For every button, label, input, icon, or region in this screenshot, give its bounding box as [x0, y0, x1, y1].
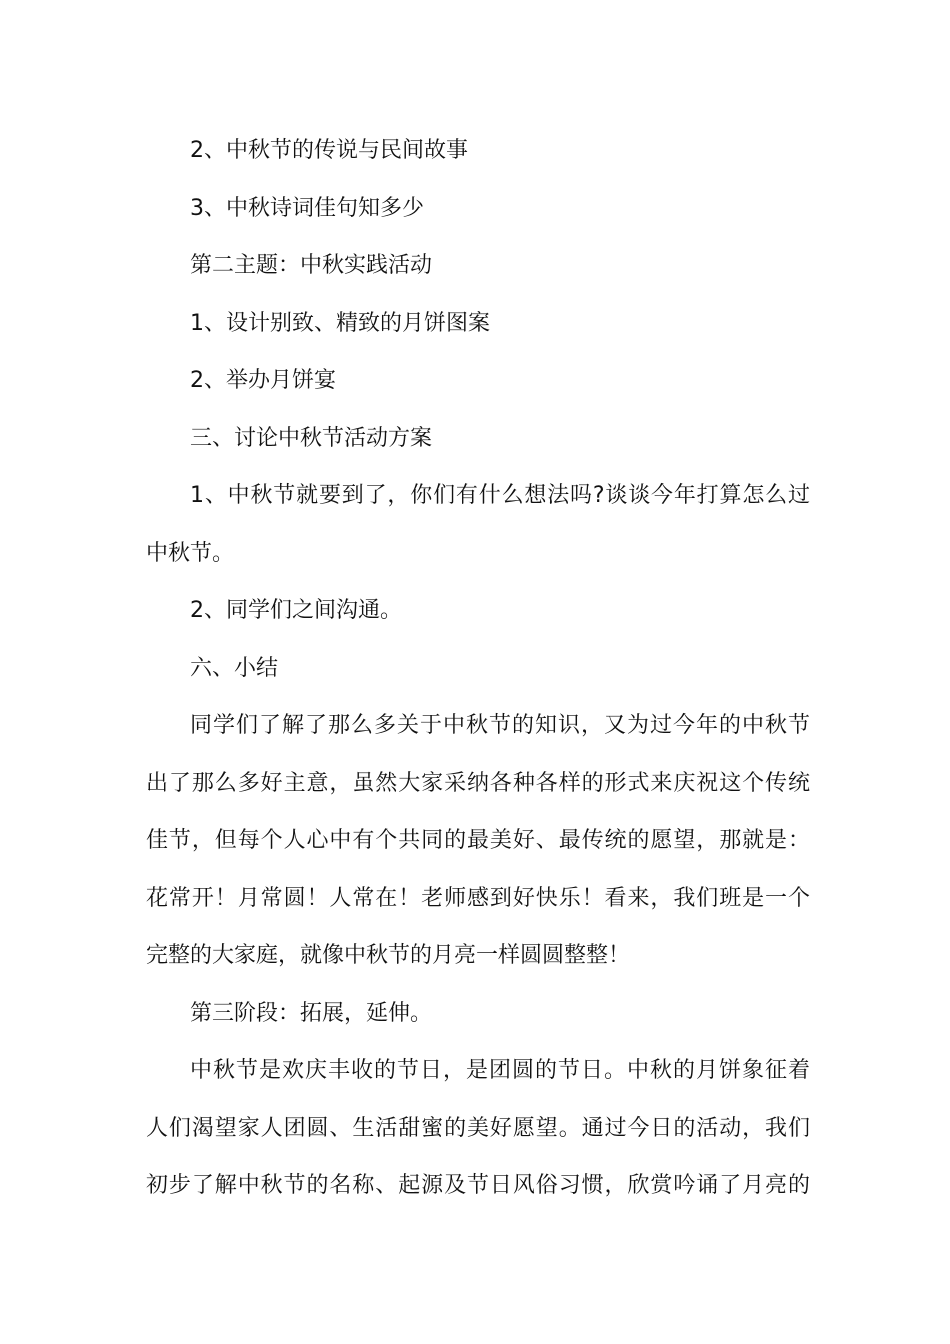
paragraph-line: 2、举办月饼宴: [190, 368, 336, 393]
paragraph-line: 1、设计别致、精致的月饼图案: [190, 310, 490, 336]
paragraph-item-2-mooncake-feast: [146, 352, 810, 410]
section-heading-discuss-plan: [146, 410, 810, 468]
paragraph-line: 出了那么多好主意，虽然大家采纳各种各样的形式来庆祝这个传统: [146, 770, 810, 796]
paragraph-line: 同学们了解了那么多关于中秋节的知识，又为过今年的中秋节: [190, 713, 810, 738]
paragraph-line: 2、同学们之间沟通。: [190, 598, 402, 623]
paragraph-line: 第三阶段：拓展，延伸。: [190, 1000, 433, 1026]
paragraph-line: 人们渴望家人团圆、生活甜蜜的美好愿望。通过今日的活动，我们: [146, 1115, 810, 1141]
paragraph-line: 中秋节。: [146, 540, 235, 566]
document-body: [146, 122, 810, 1215]
paragraph-line: 3、中秋诗词佳句知多少: [190, 195, 424, 221]
paragraph-item-2-legends: [146, 122, 810, 180]
paragraph-line: 初步了解中秋节的名称、起源及节日风俗习惯，欣赏吟诵了月亮的: [146, 1173, 810, 1198]
paragraph-line: 2、中秋节的传说与民间故事: [190, 138, 468, 163]
paragraph-line: 第二主题：中秋实践活动: [190, 253, 433, 278]
paragraph-line: 完整的大家庭，就像中秋节的月亮一样圆圆整整！: [146, 943, 631, 968]
paragraph-line: 花常开！月常圆！人常在！老师感到好快乐！看来，我们班是一个: [146, 885, 810, 911]
paragraph-summary-body: [146, 697, 810, 985]
section-heading-third-stage: [146, 985, 810, 1043]
paragraph-third-stage-body: [146, 1042, 810, 1215]
paragraph-line: 1、中秋节就要到了，你们有什么想法吗?谈谈今年打算怎么过: [190, 483, 810, 508]
paragraph-line: 佳节，但每个人心中有个共同的最美好、最传统的愿望，那就是：: [146, 828, 810, 853]
section-heading-summary: [146, 640, 810, 698]
paragraph-item-3-poems: [146, 180, 810, 238]
paragraph-line: 中秋节是欢庆丰收的节日，是团圆的节日。中秋的月饼象征着: [190, 1058, 810, 1083]
paragraph-item-1-mooncake-design: [146, 295, 810, 353]
section-heading-second-theme: [146, 237, 810, 295]
paragraph-item-2-communication: [146, 582, 810, 640]
paragraph-line: 三、讨论中秋节活动方案: [190, 425, 433, 451]
paragraph-item-1-discussion: [146, 467, 810, 582]
paragraph-line: 六、小结: [190, 655, 279, 681]
